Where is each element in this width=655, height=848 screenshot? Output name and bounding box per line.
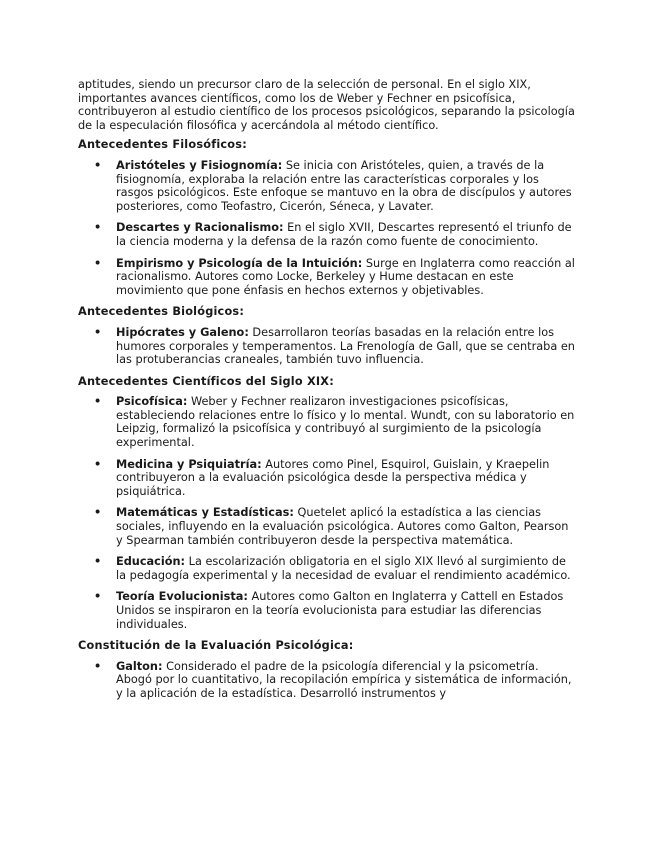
bullet-list-filosoficos xyxy=(78,159,578,297)
bullet-icon: • xyxy=(94,555,102,569)
item-text: Weber y Fechner realizaron investigaciones psicofísicas, estableciendo relaciones entre lo físico y lo mental. Wundt, con su laboratorio en Leipzig, formalizó la psicofísica y contribuyó al surgimiento de la psicología experimental. xyxy=(116,395,575,450)
item-term: Galton: xyxy=(116,659,163,673)
item-term: Hipócrates y Galeno: xyxy=(116,325,249,339)
item-text: Considerado el padre de la psicología diferencial y la psicometría. Abogó por lo cuantitativo, la recopilación empírica y sistemática de información, y la aplicación de la estadística. Desarrolló instrumentos y xyxy=(116,659,572,700)
item-text: Desarrollaron teorías basadas en la relación entre los humores corporales y temperamentos. La Frenología de Gall, que se centraba en las protuberancias craneales, también tuvo influencia. xyxy=(116,325,575,367)
bullet-icon: • xyxy=(94,457,102,471)
list-item xyxy=(78,506,578,547)
bullet-icon: • xyxy=(94,659,102,673)
bullet-icon: • xyxy=(94,158,102,172)
list-item xyxy=(78,395,578,449)
item-term: Medicina y Psiquiatría: xyxy=(116,457,262,471)
list-item xyxy=(78,257,578,298)
bullet-list-biologicos xyxy=(78,326,578,367)
item-term: Matemáticas y Estadísticas: xyxy=(116,506,294,520)
item-text: En el siglo XVII, Descartes representó el triunfo de la ciencia moderna y la defensa de la razón como fuente de conocimiento. xyxy=(116,221,572,248)
section-heading-cientificos: Antecedentes Científicos del Siglo XIX: xyxy=(78,374,334,388)
section-heading-filosoficos: Antecedentes Filosóficos: xyxy=(78,138,247,152)
item-term: Aristóteles y Fisiognomía: xyxy=(116,158,283,172)
bullet-icon: • xyxy=(94,590,102,604)
bullet-list-cientificos xyxy=(78,395,578,631)
item-text: Quetelet aplicó la estadística a las ciencias sociales, influyendo en la evaluación psicológica. Autores como Galton, Pearson y Spearman también contribuyeron desde la perspectiva matemática. xyxy=(116,506,569,547)
bullet-icon: • xyxy=(94,395,102,409)
item-text: Autores como Galton en Inglaterra y Cattell en Estados Unidos se inspiraron en la teoría evolucionista para estudiar las diferencias individuales. xyxy=(116,590,564,631)
intro-paragraph: aptitudes, siendo un precursor claro de la selección de personal. En el siglo XIX, importantes avances científicos, como los de Weber y Fechner en psicofísica, contribuyeron al estudio científico de los procesos psicológicos, separando la psicología de la especulación filosófica y acercándola al método científico. xyxy=(78,78,575,132)
list-item xyxy=(78,590,578,631)
list-item xyxy=(78,555,578,582)
item-text: Autores como Pinel, Esquirol, Guislain, y Kraepelin contribuyeron a la evaluación psicológica desde la perspectiva médica y psiquiátrica. xyxy=(116,457,550,498)
bullet-icon: • xyxy=(94,506,102,520)
list-item xyxy=(78,221,578,248)
item-term: Educación: xyxy=(116,555,186,569)
item-text: Surge en Inglaterra como reacción al racionalismo. Autores como Locke, Berkeley y Hume destacan en este movimiento que pone énfasis en hechos externos y objetivables. xyxy=(116,256,575,297)
bullet-icon: • xyxy=(94,256,102,270)
item-term: Descartes y Racionalismo: xyxy=(116,221,284,235)
list-item xyxy=(78,458,578,499)
item-term: Empirismo y Psicología de la Intuición: xyxy=(116,256,363,270)
section-heading-biologicos: Antecedentes Biológicos: xyxy=(78,305,245,319)
document-body xyxy=(78,78,578,709)
item-term: Teoría Evolucionista: xyxy=(116,590,248,604)
bullet-list-constitucion xyxy=(78,660,578,701)
list-item xyxy=(78,159,578,213)
item-text: Se inicia con Aristóteles, quien, a través de la fisiognomía, exploraba la relación entre las características corporales y los rasgos psicológicos. Este enfoque se mantuvo en la obra de discípulos y autores posteriores, como Teofastro, Cicerón, Séneca, y Lavater. xyxy=(116,158,572,213)
section-heading-constitucion: Constitución de la Evaluación Psicológica: xyxy=(78,639,354,653)
item-term: Psicofísica: xyxy=(116,395,188,409)
list-item xyxy=(78,660,578,701)
list-item xyxy=(78,326,578,367)
bullet-icon: • xyxy=(94,325,102,339)
bullet-icon: • xyxy=(94,221,102,235)
item-text: La escolarización obligatoria en el siglo XIX llevó al surgimiento de la pedagogía experimental y la necesidad de evaluar el rendimiento académico. xyxy=(116,555,571,582)
